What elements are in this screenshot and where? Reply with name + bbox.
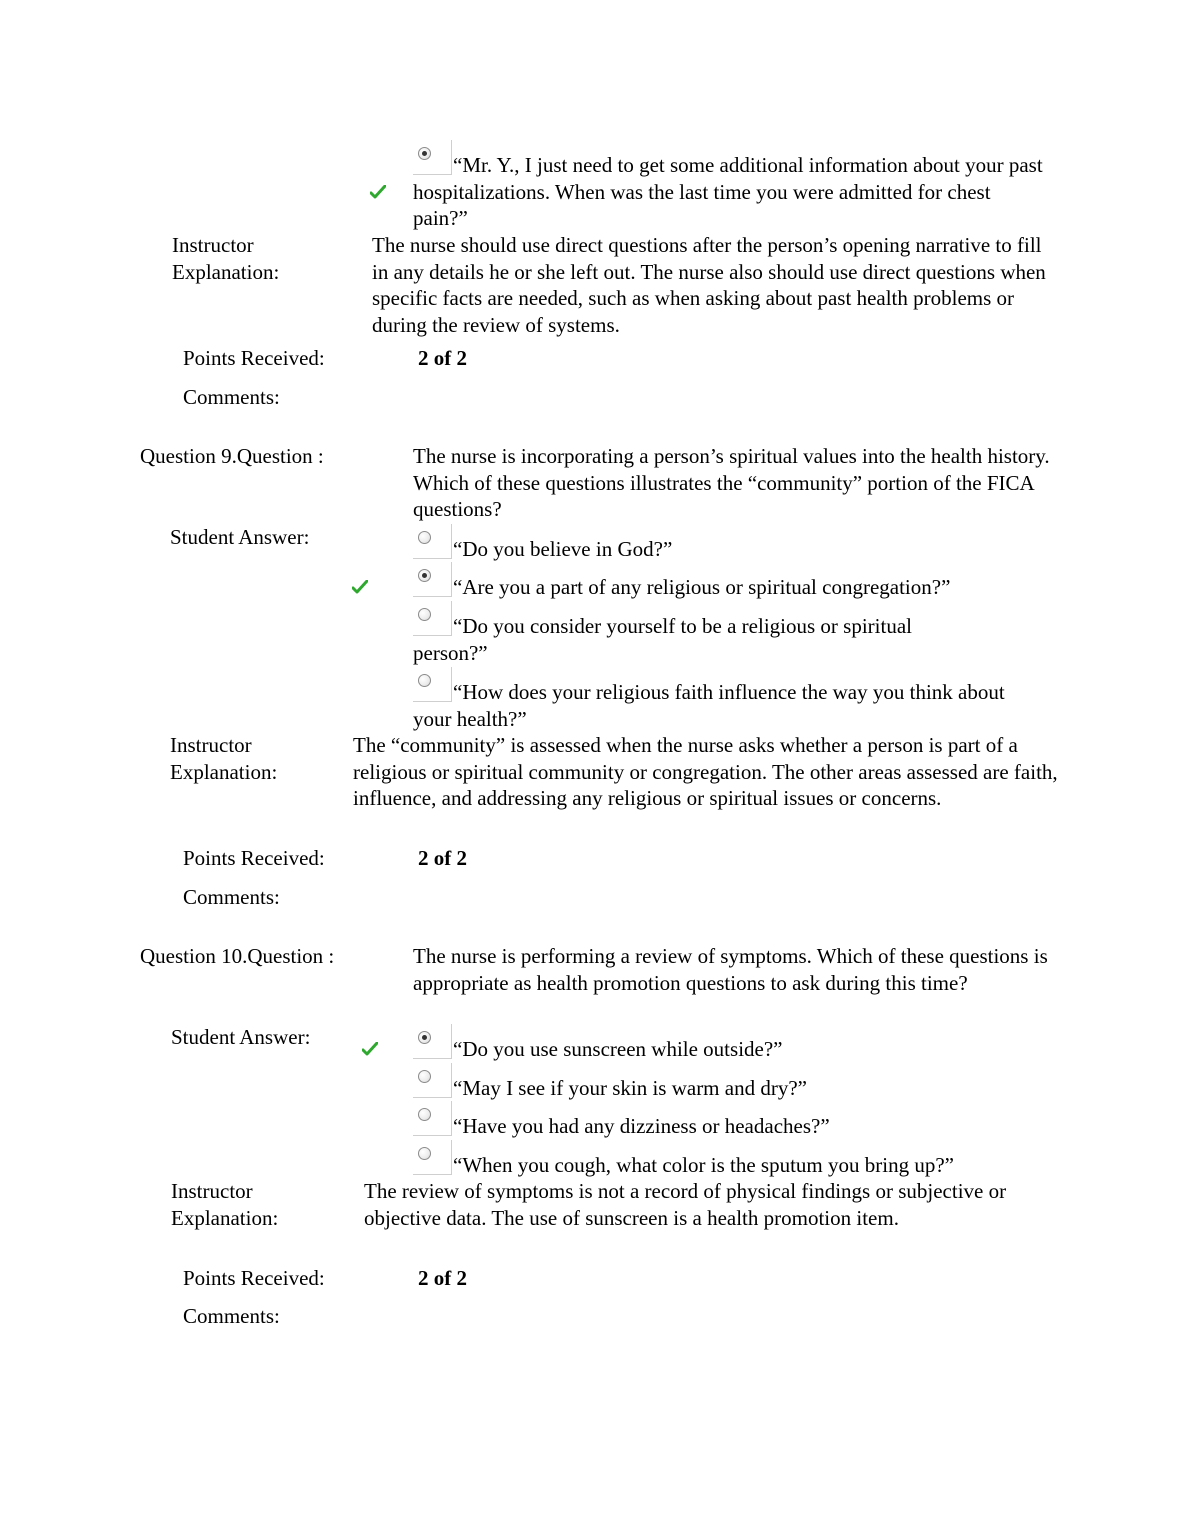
- answer-option-text: “Mr. Y., I just need to get some additional information about your past hospitalizations. When was the last time you were admitted for chest pain?”: [413, 153, 1043, 230]
- answer-option-text: “May I see if your skin is warm and dry?”: [453, 1076, 807, 1100]
- instructor-explanation-text: The “community” is assessed when the nurse asks whether a person is part of a religious or spiritual community or congregation. The other areas assessed are faith, influence, and addressing any religious or spiritual issues or concerns.: [353, 733, 1058, 810]
- comments-label: Comments:: [183, 885, 280, 909]
- comments-label: Comments:: [183, 385, 280, 409]
- points-received-value: 2 of 2: [418, 1266, 467, 1290]
- correct-check-icon: [362, 1042, 378, 1056]
- question-number-label: Question 10.Question :: [140, 944, 335, 968]
- instructor-explanation-text: The review of symptoms is not a record of physical findings or subjective or objective data. The use of sunscreen is a health promotion item.: [364, 1179, 1007, 1230]
- instructor-explanation-text: The nurse should use direct questions after the person’s opening narrative to fill in any details he or she left out. The nurse also should use direct questions when specific facts are needed, such as when asking about past health problems or during the review of systems.: [372, 233, 1046, 337]
- answer-option-text: “Have you had any dizziness or headaches?”: [453, 1114, 830, 1138]
- student-answer-label: Student Answer:: [170, 525, 310, 549]
- points-received-value: 2 of 2: [418, 846, 467, 870]
- points-received-value: 2 of 2: [418, 346, 467, 370]
- question-text: The nurse is performing a review of symptoms. Which of these questions is appropriate as health promotion questions to ask during this time?: [413, 944, 1048, 995]
- answer-option-text: “When you cough, what color is the sputum you bring up?”: [453, 1153, 954, 1177]
- points-received-label: Points Received:: [183, 346, 325, 370]
- instructor-explanation-label: Instructor Explanation:: [170, 733, 278, 784]
- student-answer-label: Student Answer:: [171, 1025, 311, 1049]
- answer-option-text: “Are you a part of any religious or spiritual congregation?”: [453, 575, 951, 599]
- points-received-label: Points Received:: [183, 846, 325, 870]
- question-number-label: Question 9.Question :: [140, 444, 324, 468]
- answer-option-text: “Do you use sunscreen while outside?”: [453, 1037, 783, 1061]
- correct-check-icon: [352, 580, 368, 594]
- question-text: The nurse is incorporating a person’s spiritual values into the health history. Which of these questions illustrates the “community” portion of the FICA questions?: [413, 444, 1050, 521]
- answer-option-text: “Do you consider yourself to be a religious or spiritual person?”: [413, 614, 912, 665]
- answer-option-text: “Do you believe in God?”: [453, 537, 673, 561]
- points-received-label: Points Received:: [183, 1266, 325, 1290]
- instructor-explanation-label: Instructor Explanation:: [172, 233, 280, 284]
- correct-check-icon: [370, 185, 386, 199]
- instructor-explanation-label: Instructor Explanation:: [171, 1179, 279, 1230]
- comments-label: Comments:: [183, 1304, 280, 1328]
- answer-option-text: “How does your religious faith influence the way you think about your health?”: [413, 680, 1005, 731]
